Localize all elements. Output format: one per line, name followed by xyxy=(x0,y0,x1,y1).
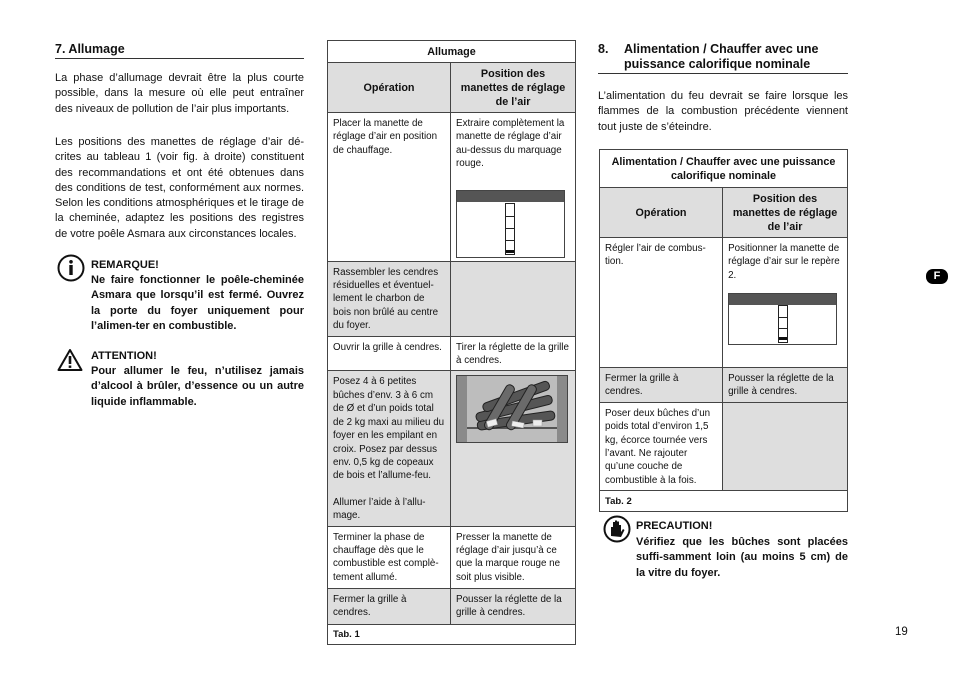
table-cell-operation: Placer la manette de réglage d’air en position de chauffage. xyxy=(328,113,451,262)
table-1-allumage xyxy=(327,40,576,645)
control-slider xyxy=(778,305,788,343)
table-2-alimentation xyxy=(599,149,848,512)
precaution-text: Vérifiez que les bûches sont placées suffi-samment loin (au moins 5 cm) de la vitre du foyer. xyxy=(636,536,848,579)
cell-text-ignite: Allumer l’aide à l’allu-mage. xyxy=(333,496,426,522)
section-8-number: 8. xyxy=(598,42,609,56)
table-cell-operation: Terminer la phase de chauffage dès que le combustible est complè-tement allumé. xyxy=(328,526,451,588)
section-7-heading: 7. Allumage xyxy=(55,42,125,56)
gauge-bar xyxy=(729,294,836,305)
table-cell-position: Tirer la réglette de la grille à cendres. xyxy=(451,336,576,371)
heading-underline xyxy=(55,58,304,59)
table-cell-operation: Régler l’air de combus-tion. xyxy=(600,238,723,368)
info-icon xyxy=(55,254,87,282)
cell-text: Extraire complètement la manette de réglage d’air au-dessus du marquage rouge. xyxy=(456,118,565,170)
column-header-position: Position des manettes de réglage de l’air xyxy=(723,188,848,238)
column-header-operation: Opération xyxy=(328,63,451,113)
table-cell-operation: Fermer la grille à cendres. xyxy=(600,368,723,403)
warning-icon xyxy=(57,348,83,372)
table-cell-position xyxy=(723,402,848,490)
table-cell-position: Pousser la réglette de la grille à cendres. xyxy=(451,588,576,624)
control-slider xyxy=(505,203,515,255)
attention-title: ATTENTION! xyxy=(91,350,157,362)
remark-title: REMARQUE! xyxy=(91,259,159,271)
intro-paragraph: La phase d’allumage devrait être la plus courte possible, dans la mesure où elle peut entraîner des niveaux de pollution de l’air plus importants. xyxy=(55,72,304,115)
table-cell-operation xyxy=(328,371,451,526)
section-8-heading: Alimentation / Chauffer avec une puissance calorifique nominale xyxy=(624,42,819,71)
table-cell-position xyxy=(451,371,576,526)
feeding-paragraph: L’alimentation du feu devrait se faire lorsque les flammes de la combustion précédente viennent tout juste de s’éteindre. xyxy=(598,90,848,133)
cell-text: Posez 4 à 6 petites bûches d’env. 3 à 6 cm de Ø et d’un poids total de 2 kg maxi au milieu du foyer en les empilant en croix. Posez par dessus env. 0,5 kg de copeaux de bois et l’allume-feu. xyxy=(333,376,445,482)
table-cell-operation: Ouvrir la grille à cendres. xyxy=(328,336,451,371)
gauge-bar xyxy=(457,191,564,202)
heading-underline xyxy=(598,73,848,74)
table-title: Allumage xyxy=(328,41,576,63)
precaution-title: PRECAUTION! xyxy=(636,520,713,532)
table-cell-operation: Rassembler les cendres résiduelles et éventuel-lement le charbon de bois non brûlé au centre du foyer. xyxy=(328,261,451,336)
table-cell-position xyxy=(723,238,848,368)
attention-text: Pour allumer le feu, n’utilisez jamais d’alcool à brûler, d’essence ou un autre liquide inflammable. xyxy=(91,365,304,408)
table-cell-operation: Poser deux bûches d’un poids total d’environ 1,5 kg, écorce tournée vers l’avant. Ne rajouter qu’une couche de combustible à la fois. xyxy=(600,402,723,490)
air-control-gauge-mark-2 xyxy=(728,293,837,345)
settings-paragraph: Les positions des manettes de réglage d’air dé-crites au tableau 1 (voir fig. à droite) constituent des recommandations et ont été obtenues dans des conditions de test, conformément aux normes. Selon les conditions atmosphériques et le tirage de la cheminée, adaptez les positions des registres de votre poêle Asmara aux circonstances locales. xyxy=(55,136,304,240)
table-cell-position xyxy=(451,113,576,262)
column-header-operation: Opération xyxy=(600,188,723,238)
cell-text: Positionner la manette de réglage d’air sur le repère 2. xyxy=(728,243,840,281)
hand-caution-icon xyxy=(602,515,632,543)
column-header-position: Position des manettes de réglage de l’air xyxy=(451,63,576,113)
table-caption: Tab. 2 xyxy=(600,491,848,512)
language-tab-f: F xyxy=(926,269,948,284)
table-cell-position xyxy=(451,261,576,336)
remark-text: Ne faire fonctionner le poêle-cheminée Asmara que lorsqu’il est fermé. Ouvrez la porte du foyer uniquement pour l’alimen-ter en combustible. xyxy=(91,274,304,332)
table-cell-position: Presser la manette de réglage d’air jusqu’à ce que la marque rouge ne soit plus visible. xyxy=(451,526,576,588)
air-control-gauge-open xyxy=(456,190,565,258)
table-cell-position: Pousser la réglette de la grille à cendres. xyxy=(723,368,848,403)
page-number: 19 xyxy=(895,626,908,638)
table-title: Alimentation / Chauffer avec une puissance calorifique nominale xyxy=(600,150,848,188)
table-caption: Tab. 1 xyxy=(328,624,576,644)
woodpile-photo xyxy=(456,375,568,443)
table-cell-operation: Fermer la grille à cendres. xyxy=(328,588,451,624)
